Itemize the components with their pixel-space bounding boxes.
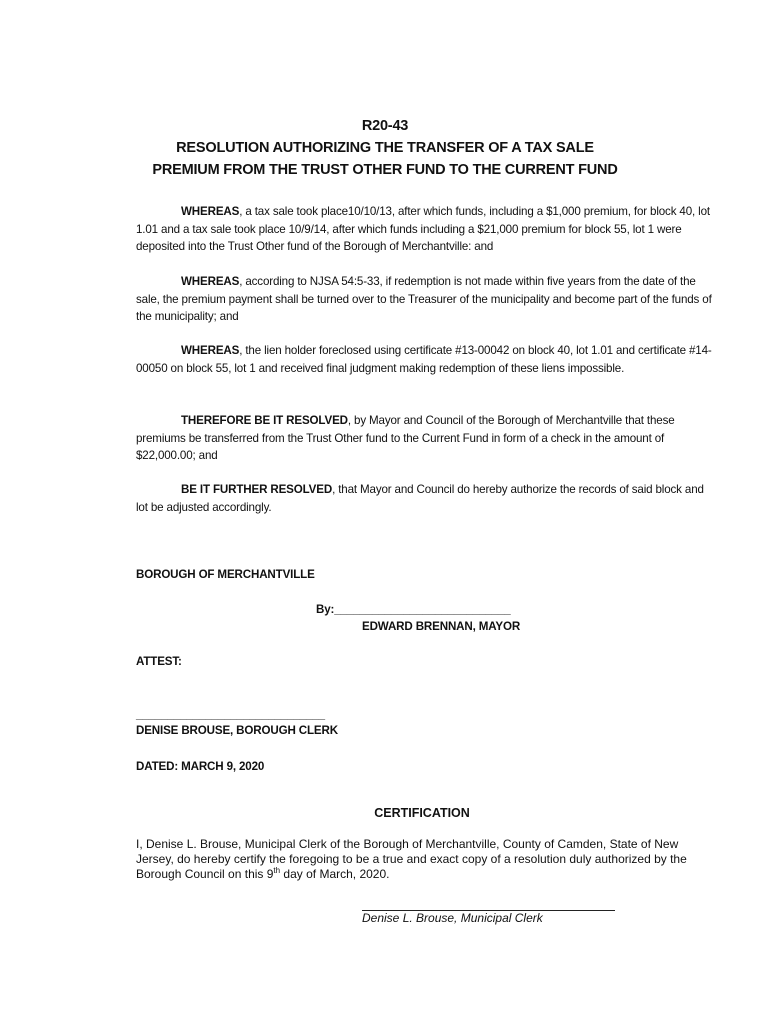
- paragraph-lead: WHEREAS: [181, 205, 240, 218]
- certification-text: [136, 837, 716, 882]
- clerk-name: DENISE BROUSE, BOROUGH CLERK: [136, 724, 338, 737]
- certification-title: CERTIFICATION: [374, 806, 470, 820]
- attest-label: ATTEST:: [136, 655, 182, 668]
- paragraph-text: , by Mayor and Council of the Borough of Merchantville that these premiums be transferred from the Trust Other fund to the Current Fund in form of a check in the amount of $22,000.00; and: [136, 414, 675, 462]
- certification-superscript: th: [273, 866, 281, 875]
- certification-body-end: day of March, 2020.: [280, 867, 390, 881]
- paragraph-text: , that Mayor and Council do hereby authorize the records of said block and lot be adjusted accordingly.: [136, 483, 704, 514]
- certification-body: I, Denise L. Brouse, Municipal Clerk of the Borough of Merchantville, County of Camden, State of New Jersey, do hereby certify the foregoing to be a true and exact copy of a resolution duly authorized by the Borough Council on this 9: [136, 837, 687, 881]
- resolution-number: R20-43: [361, 118, 409, 134]
- paragraph-resolved: [136, 412, 716, 465]
- clerk-signature-line: ______________________________: [136, 708, 325, 721]
- certification-signer: Denise L. Brouse, Municipal Clerk: [362, 911, 543, 925]
- paragraph-lead: WHEREAS: [181, 275, 240, 288]
- dated-line: DATED: MARCH 9, 2020: [136, 760, 265, 773]
- title-line-2: PREMIUM FROM THE TRUST OTHER FUND TO THE CURRENT FUND: [152, 162, 618, 178]
- title-line-1: RESOLUTION AUTHORIZING THE TRANSFER OF A TAX SALE: [176, 140, 594, 156]
- mayor-signature-line: By:____________________________: [316, 603, 511, 616]
- paragraph-whereas-2: [136, 273, 716, 326]
- paragraph-lead: BE IT FURTHER RESOLVED: [181, 483, 333, 496]
- mayor-name: EDWARD BRENNAN, MAYOR: [362, 620, 521, 633]
- paragraph-further-resolved: [136, 481, 716, 516]
- paragraph-lead: WHEREAS: [181, 344, 240, 357]
- paragraph-text: , the lien holder foreclosed using certificate #13-00042 on block 40, lot 1.01 and certificate #14-00050 on block 55, lot 1 and received final judgment making redemption of these liens impossible.: [136, 344, 712, 375]
- paragraph-whereas-3: [136, 342, 716, 377]
- paragraph-text: , a tax sale took place10/10/13, after which funds, including a $1,000 premium, for block 40, lot 1.01 and a tax sale took place 10/9/14, after which funds including a $21,000 premium for block 55, lot 1 were deposited into the Trust Other fund of the Borough of Merchantville: and: [136, 205, 710, 253]
- paragraph-whereas-1: [136, 203, 716, 256]
- paragraph-text: , according to NJSA 54:5-33, if redemption is not made within five years from the date of the sale, the premium payment shall be turned over to the Treasurer of the municipality and become part of the funds of the municipality; and: [136, 275, 712, 323]
- paragraph-lead: THEREFORE BE IT RESOLVED: [181, 414, 348, 427]
- borough-label: BOROUGH OF MERCHANTVILLE: [136, 568, 315, 581]
